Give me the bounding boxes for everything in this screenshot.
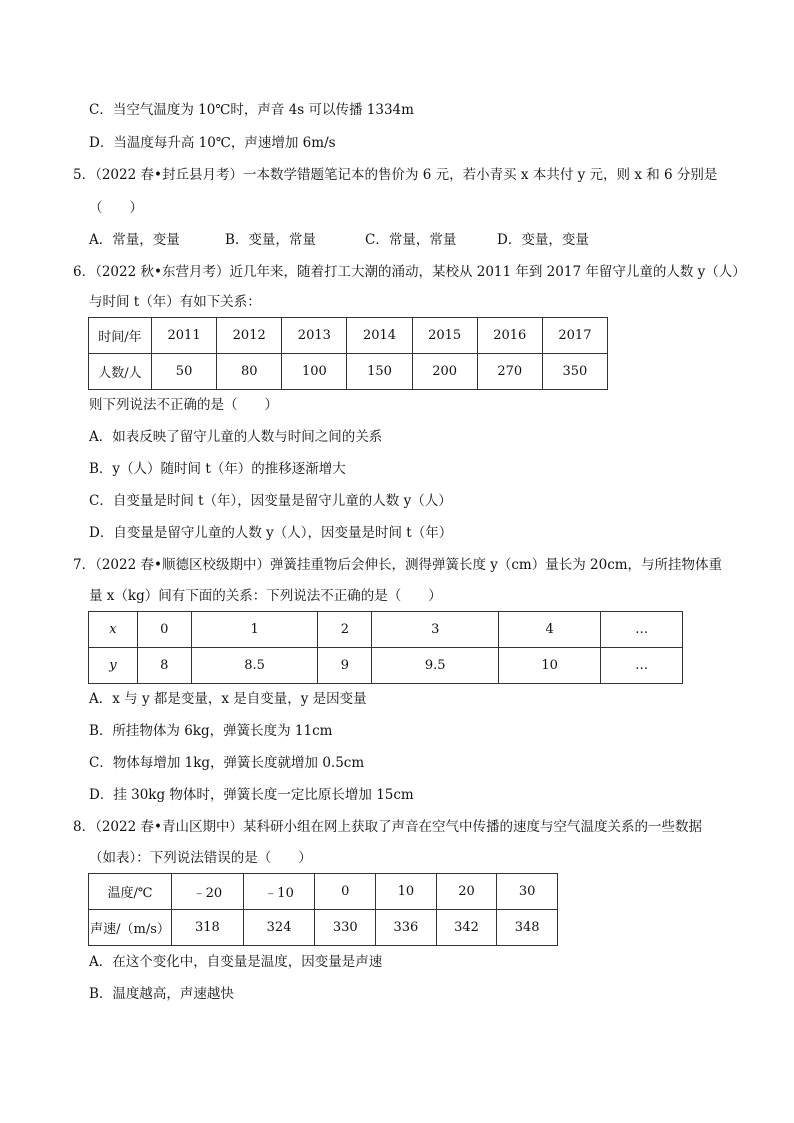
table-row <box>89 910 558 946</box>
q7-option-a: A．x 与 y 都是变量，x 是自变量，y 是因变量 <box>89 691 367 707</box>
table-cell: 人数/人 <box>89 354 152 390</box>
table-cell: 336 <box>376 910 437 946</box>
table-cell: 8 <box>137 648 191 684</box>
q7-option-d: D．挂 30kg 物体时，弹簧长度一定比原长增加 15cm <box>89 787 414 803</box>
table-row <box>89 648 683 684</box>
table-cell: x <box>89 612 138 648</box>
table-cell: 2016 <box>477 318 542 354</box>
q8-option-a: A．在这个变化中，自变量是温度，因变量是声速 <box>89 954 383 970</box>
q6-option-a: A．如表反映了留守儿童的人数与时间之间的关系 <box>89 429 383 445</box>
table-cell: 348 <box>497 910 558 946</box>
table-cell: 时间/年 <box>89 318 152 354</box>
table-cell: 80 <box>217 354 282 390</box>
table-cell: 30 <box>497 874 558 910</box>
q6-prompt: 则下列说法不正确的是（ ） <box>89 397 278 413</box>
q8-stem-line1: 8．（2022 春•青山区期中）某科研小组在网上获取了声音在空气中传播的速度与空气温度关系的一些数据 <box>73 819 702 835</box>
table-cell: 2017 <box>542 318 607 354</box>
q8-option-b: B．温度越高，声速越快 <box>89 986 234 1002</box>
table-cell: 270 <box>477 354 542 390</box>
q5-option-b: B．变量，常量 <box>225 232 316 248</box>
q4-option-d: D．当温度每升高 10℃，声速增加 6m/s <box>89 135 336 151</box>
q8-table <box>88 873 558 946</box>
table-cell: 声速/（m/s） <box>89 910 172 946</box>
table-row <box>89 354 608 390</box>
q5-options <box>89 230 589 250</box>
table-cell: 4 <box>498 612 600 648</box>
q7-option-c: C．物体每增加 1kg，弹簧长度就增加 0.5cm <box>89 755 365 771</box>
table-cell: 2015 <box>412 318 477 354</box>
table-cell: 350 <box>542 354 607 390</box>
table-cell: 318 <box>172 910 244 946</box>
q7-stem-line1: 7．（2022 春•顺德区校级期中）弹簧挂重物后会伸长，测得弹簧长度 y（cm）量长为 20cm，与所挂物体重 <box>73 557 723 573</box>
q7-option-b: B．所挂物体为 6kg，弹簧长度为 11cm <box>89 723 333 739</box>
table-cell: 2014 <box>347 318 412 354</box>
q8-stem-line2: （如表）：下列说法错误的是（ ） <box>89 850 312 866</box>
q6-stem-line2: 与时间 t（年）有如下关系： <box>89 294 261 310</box>
table-cell: 0 <box>315 874 376 910</box>
q5-option-c: C．常量，常量 <box>365 232 457 248</box>
table-row <box>89 874 558 910</box>
q6-option-c: C．自变量是时间 t（年），因变量是留守儿童的人数 y（人） <box>89 493 452 509</box>
q5-stem-line2: （ ） <box>89 200 143 216</box>
table-cell: 8.5 <box>191 648 317 684</box>
q4-option-c: C．当空气温度为 10℃时，声音 4s 可以传播 1334m <box>89 102 414 118</box>
table-cell: 324 <box>243 910 315 946</box>
q6-option-b: B．y（人）随时间 t（年）的推移逐渐增大 <box>89 461 346 477</box>
table-cell: ﹣20 <box>172 874 244 910</box>
table-cell: 100 <box>282 354 347 390</box>
table-cell: 1 <box>191 612 317 648</box>
table-cell: 温度/℃ <box>89 874 172 910</box>
table-cell: ﹣10 <box>243 874 315 910</box>
table-cell: 3 <box>372 612 498 648</box>
table-cell: 2012 <box>217 318 282 354</box>
table-cell: 200 <box>412 354 477 390</box>
q7-table <box>88 611 683 684</box>
q7-stem-line2: 量 x（kg）间有下面的关系：下列说法不正确的是（ ） <box>89 588 442 604</box>
table-cell: 10 <box>498 648 600 684</box>
table-cell: 2013 <box>282 318 347 354</box>
table-cell: 342 <box>436 910 497 946</box>
q6-option-d: D．自变量是留守儿童的人数 y（人），因变量是时间 t（年） <box>89 525 453 541</box>
table-cell: … <box>601 648 683 684</box>
q5-option-a: A．常量，变量 <box>89 232 180 248</box>
table-cell: … <box>601 612 683 648</box>
table-cell: 10 <box>376 874 437 910</box>
table-row <box>89 318 608 354</box>
q5-stem-line1: 5．（2022 春•封丘县月考）一本数学错题笔记本的售价为 6 元，若小青买 x 本共付 y 元，则 x 和 6 分别是 <box>73 167 718 183</box>
q6-table <box>88 317 608 390</box>
table-cell: 20 <box>436 874 497 910</box>
table-cell: 9.5 <box>372 648 498 684</box>
table-cell: 50 <box>152 354 217 390</box>
q6-stem-line1: 6．（2022 秋•东营月考）近几年来，随着打工大潮的涌动，某校从 2011 年到 2017 年留守儿童的人数 y（人） <box>73 264 746 280</box>
table-cell: 9 <box>318 648 372 684</box>
q5-option-d: D．变量，变量 <box>497 232 589 248</box>
table-row <box>89 612 683 648</box>
table-cell: 2011 <box>152 318 217 354</box>
table-cell: 2 <box>318 612 372 648</box>
table-cell: 150 <box>347 354 412 390</box>
table-cell: 330 <box>315 910 376 946</box>
table-cell: 0 <box>137 612 191 648</box>
table-cell: y <box>89 648 138 684</box>
